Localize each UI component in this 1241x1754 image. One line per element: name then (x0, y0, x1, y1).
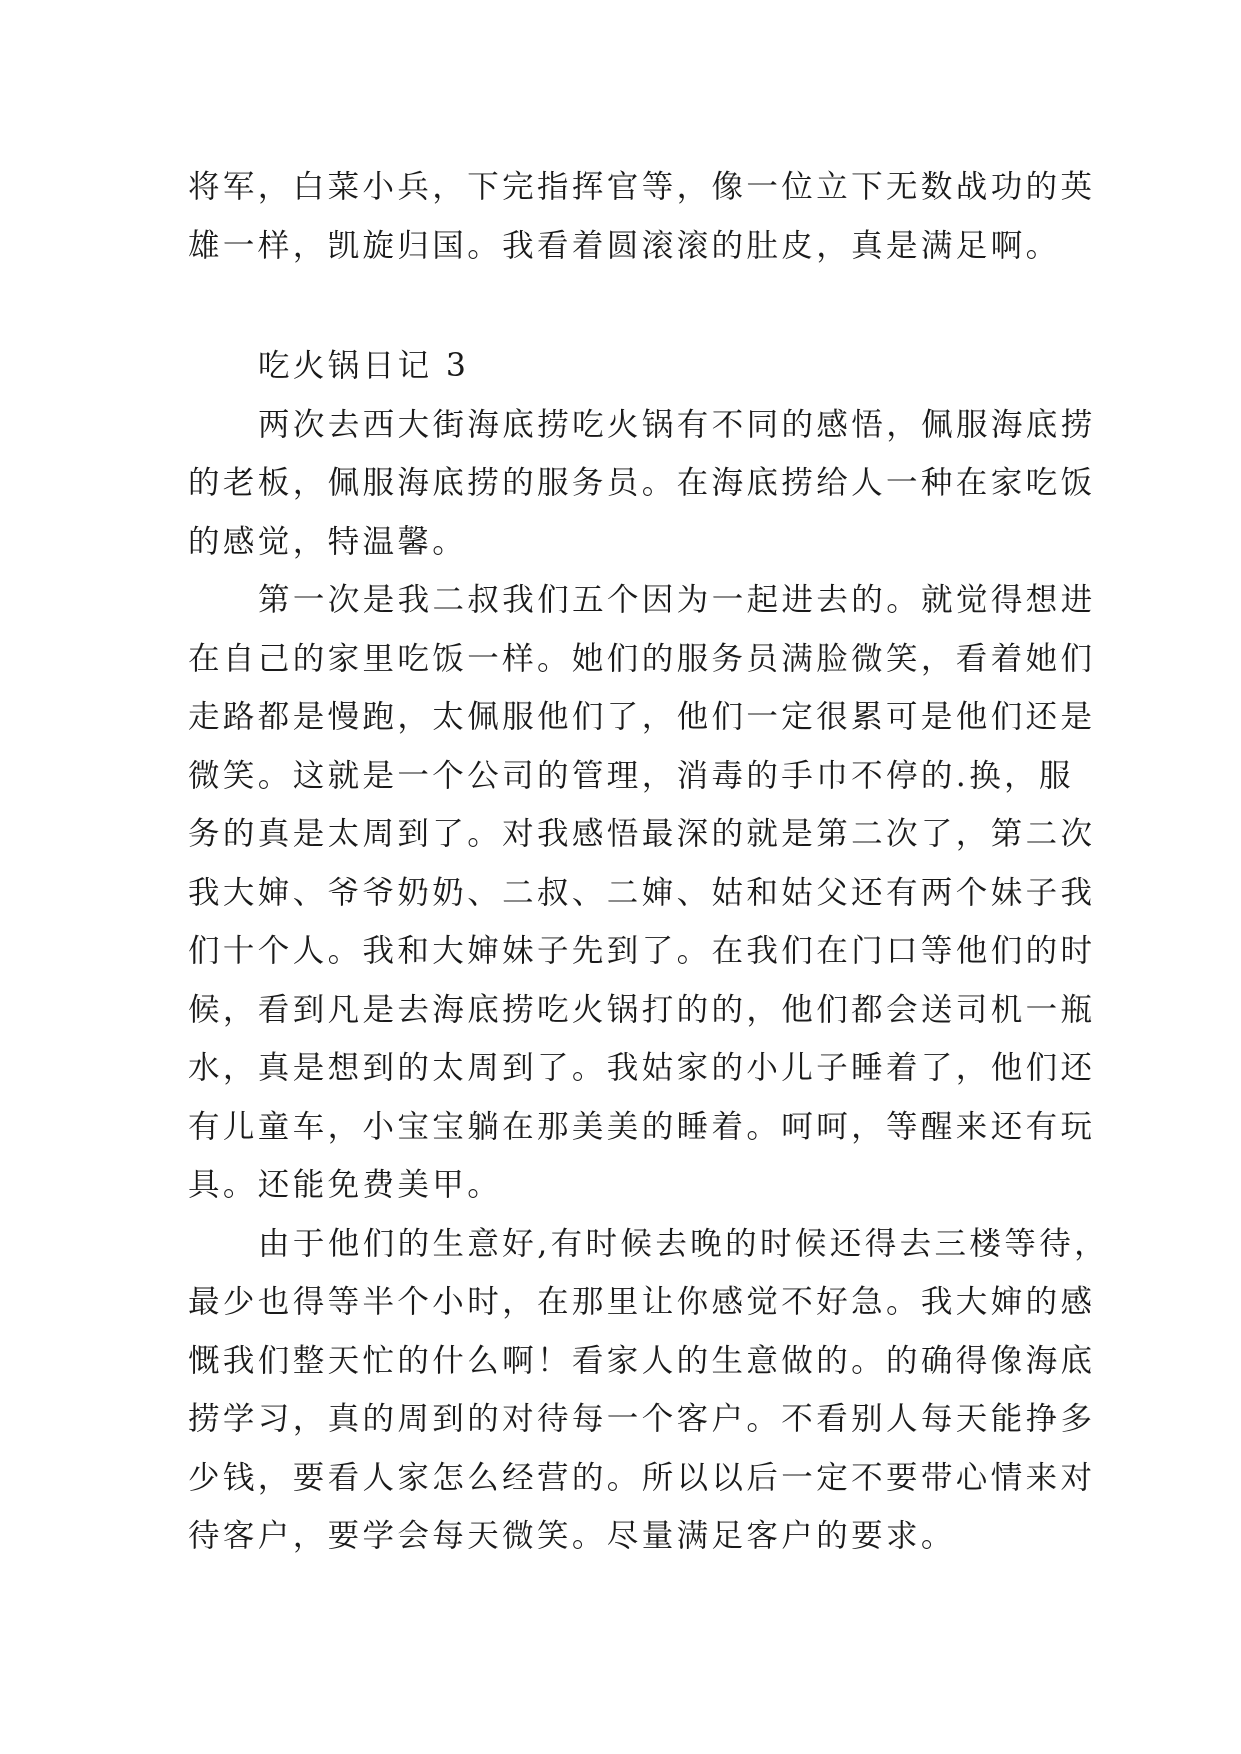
text-line: 微笑。这就是一个公司的管理，消毒的手巾不停的.换，服 (188, 757, 1074, 794)
text-line: 第一次是我二叔我们五个因为一起进去的。就觉得想进 (258, 582, 1096, 618)
text-line: 最少也得等半个小时，在那里让你感觉不好急。我大婶的感 (188, 1284, 1096, 1320)
text-line: 捞学习，真的周到的对待每一个客户。不看别人每天能挣多 (188, 1401, 1096, 1437)
text-line: 待客户，要学会每天微笑。尽量满足客户的要求。 (188, 1518, 956, 1554)
section-title: 吃火锅日记 3 (258, 348, 470, 384)
text-line: 两次去西大街海底捞吃火锅有不同的感悟，佩服海底捞 (258, 406, 1096, 443)
continuation-paragraph (188, 158, 1096, 275)
text-line: 候，看到凡是去海底捞吃火锅打的的，他们都会送司机一瓶 (188, 991, 1096, 1028)
text-line: 在自己的家里吃饭一样。她们的服务员满脸微笑，看着她们 (188, 640, 1096, 677)
text-line: 务的真是太周到了。对我感悟最深的就是第二次了，第二次 (188, 816, 1096, 852)
text-line: 我大婶、爷爷奶奶、二叔、二婶、姑和姑父还有两个妹子我 (188, 874, 1096, 911)
text-line: 的老板，佩服海底捞的服务员。在海底捞给人一种在家吃饭 (188, 465, 1096, 501)
diary-section (188, 337, 1110, 1566)
text-line: 具。还能免费美甲。 (188, 1167, 503, 1203)
text-line: 们十个人。我和大婶妹子先到了。在我们在门口等他们的时 (188, 933, 1096, 969)
text-line: 少钱，要看人家怎么经营的。所以以后一定不要带心情来对 (188, 1459, 1096, 1496)
text-line: 将军，白菜小兵，下完指挥官等，像一位立下无数战功的英 (188, 169, 1096, 205)
text-line: 由于他们的生意好,有时候去晚的时候还得去三楼等待， (258, 1225, 1110, 1262)
text-line: 慨我们整天忙的什么啊！看家人的生意做的。的确得像海底 (188, 1342, 1096, 1379)
text-line: 的感觉，特温馨。 (188, 523, 468, 560)
text-line: 水，真是想到的太周到了。我姑家的小儿子睡着了，他们还 (188, 1050, 1096, 1086)
text-line: 雄一样，凯旋归国。我看着圆滚滚的肚皮，真是满足啊。 (188, 227, 1061, 264)
text-line: 走路都是慢跑，太佩服他们了，他们一定很累可是他们还是 (188, 699, 1096, 735)
text-line: 有儿童车，小宝宝躺在那美美的睡着。呵呵，等醒来还有玩 (188, 1108, 1096, 1145)
